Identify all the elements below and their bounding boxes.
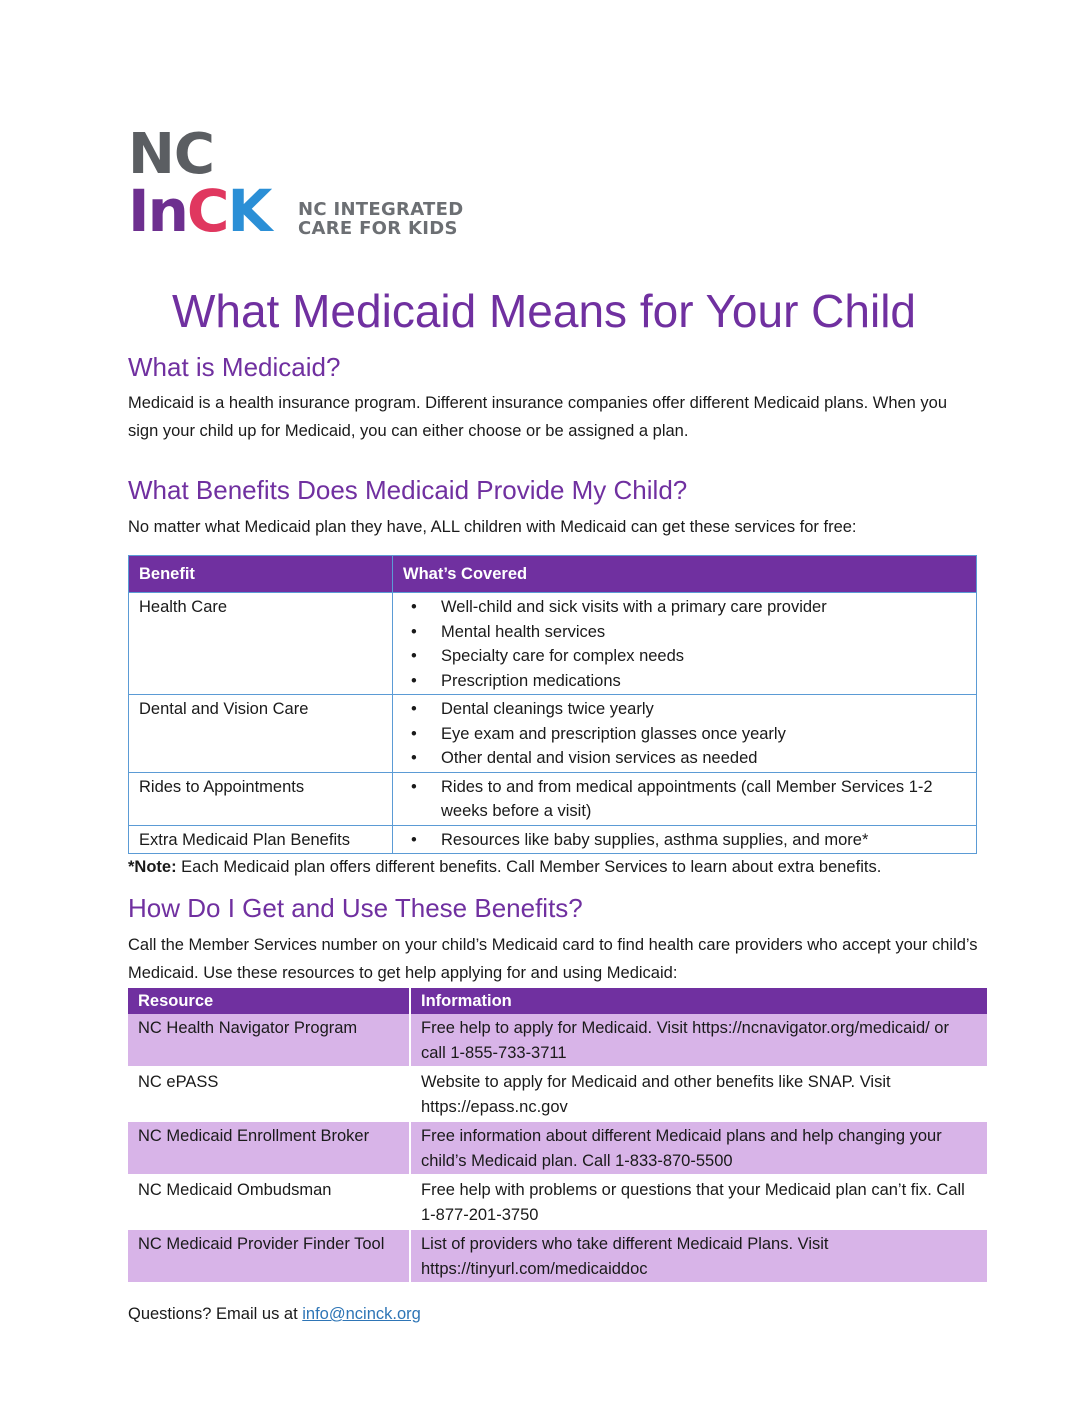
- footer-questions: [128, 1300, 978, 1328]
- list-item: • Well-child and sick visits with a primary care provider: [403, 595, 966, 620]
- table-row: [129, 825, 977, 854]
- table-row: [128, 1067, 988, 1121]
- list-item: • Prescription medications: [403, 669, 966, 694]
- table-row: [128, 1121, 988, 1175]
- resource-name: NC Medicaid Enrollment Broker: [128, 1121, 410, 1175]
- table-row: [128, 1175, 988, 1229]
- logo-tagline-line2: CARE FOR KIDS: [298, 218, 458, 239]
- list-item: • Other dental and vision services as needed: [403, 746, 966, 771]
- benefits-table: [128, 555, 977, 854]
- logo-nc-text: NC: [128, 122, 214, 187]
- resource-info: Free information about different Medicaid plans and help changing your child’s Medicaid plan. Call 1-833-870-5500: [410, 1121, 988, 1175]
- logo-letter-c: C: [186, 177, 228, 245]
- section-heading-what-is-medicaid: What is Medicaid?: [128, 352, 341, 382]
- benefit-covered: [393, 772, 977, 825]
- table-row: [128, 1229, 988, 1283]
- list-item: • Eye exam and prescription glasses once yearly: [403, 722, 966, 747]
- section-intro-get-benefits: Call the Member Services number on your child’s Medicaid card to find health care providers who accept your child’s Medicaid. Use these resources to get help applying for and using Medicaid:: [128, 936, 978, 982]
- benefit-name: Health Care: [129, 593, 393, 695]
- list-item: • Specialty care for complex needs: [403, 644, 966, 669]
- note-label: *Note:: [128, 858, 177, 876]
- resource-info: Website to apply for Medicaid and other benefits like SNAP. Visit https://epass.nc.gov: [410, 1067, 988, 1121]
- benefit-name: Dental and Vision Care: [129, 695, 393, 773]
- resource-info: List of providers who take different Medicaid Plans. Visit https://tinyurl.com/medicaiddoc: [410, 1229, 988, 1283]
- resources-header-information: Information: [410, 988, 988, 1014]
- logo-inck-text: [128, 177, 271, 245]
- table-row: [129, 695, 977, 773]
- logo-letter-i: I: [128, 177, 148, 245]
- benefit-covered: [393, 695, 977, 773]
- nc-inck-logo: [128, 122, 468, 245]
- resource-info: Free help to apply for Medicaid. Visit https://ncnavigator.org/medicaid/ or call 1-855-733-3711: [410, 1014, 988, 1067]
- resource-info: Free help with problems or questions that your Medicaid plan can’t fix. Call 1-877-201-3750: [410, 1175, 988, 1229]
- resources-table-header: [128, 988, 988, 1014]
- list-item: • Resources like baby supplies, asthma supplies, and more*: [403, 828, 966, 853]
- list-item: • Mental health services: [403, 620, 966, 645]
- benefits-header-benefit: Benefit: [129, 556, 393, 593]
- benefit-name: Extra Medicaid Plan Benefits: [129, 825, 393, 854]
- section-intro-benefits: No matter what Medicaid plan they have, ALL children with Medicaid can get these services for free:: [128, 518, 857, 536]
- bullet-list: [403, 697, 966, 771]
- resource-name: NC Health Navigator Program: [128, 1014, 410, 1067]
- logo-tagline-line1: NC INTEGRATED: [298, 199, 464, 220]
- benefit-name: Rides to Appointments: [129, 772, 393, 825]
- section-text-what-is-medicaid: Medicaid is a health insurance program. Different insurance companies offer different Medicaid plans. When you sign your child up for Medicaid, you can either choose or be assigned a plan.: [128, 394, 948, 440]
- table-row: [129, 772, 977, 825]
- benefit-covered: [393, 825, 977, 854]
- page-title: What Medicaid Means for Your Child: [171, 285, 917, 337]
- table-row: [128, 1014, 988, 1067]
- note-text: Each Medicaid plan offers different benefits. Call Member Services to learn about extra benefits.: [176, 858, 882, 876]
- benefits-note: [128, 853, 1008, 881]
- section-heading-get-benefits: How Do I Get and Use These Benefits?: [128, 893, 583, 923]
- logo-tagline: [298, 200, 463, 238]
- resources-header-resource: Resource: [128, 988, 410, 1014]
- list-item: • Rides to and from medical appointments (call Member Services 1-2 weeks before a visit): [403, 775, 966, 824]
- list-item: • Dental cleanings twice yearly: [403, 697, 966, 722]
- benefits-header-covered: What’s Covered: [393, 556, 977, 593]
- bullet-list: [403, 775, 966, 824]
- logo-letter-n: n: [147, 177, 187, 245]
- benefits-table-header: [129, 556, 977, 593]
- section-heading-benefits: What Benefits Does Medicaid Provide My Child?: [128, 475, 688, 505]
- bullet-list: [403, 828, 966, 853]
- resource-name: NC Medicaid Provider Finder Tool: [128, 1229, 410, 1283]
- benefit-covered: [393, 593, 977, 695]
- footer-text: Questions? Email us at: [128, 1305, 303, 1323]
- email-link[interactable]: info@ncinck.org: [302, 1305, 421, 1323]
- logo-letter-k: K: [227, 177, 271, 245]
- resource-name: NC Medicaid Ombudsman: [128, 1175, 410, 1229]
- resource-name: NC ePASS: [128, 1067, 410, 1121]
- bullet-list: [403, 595, 966, 693]
- resources-table: [128, 988, 989, 1284]
- table-row: [129, 593, 977, 695]
